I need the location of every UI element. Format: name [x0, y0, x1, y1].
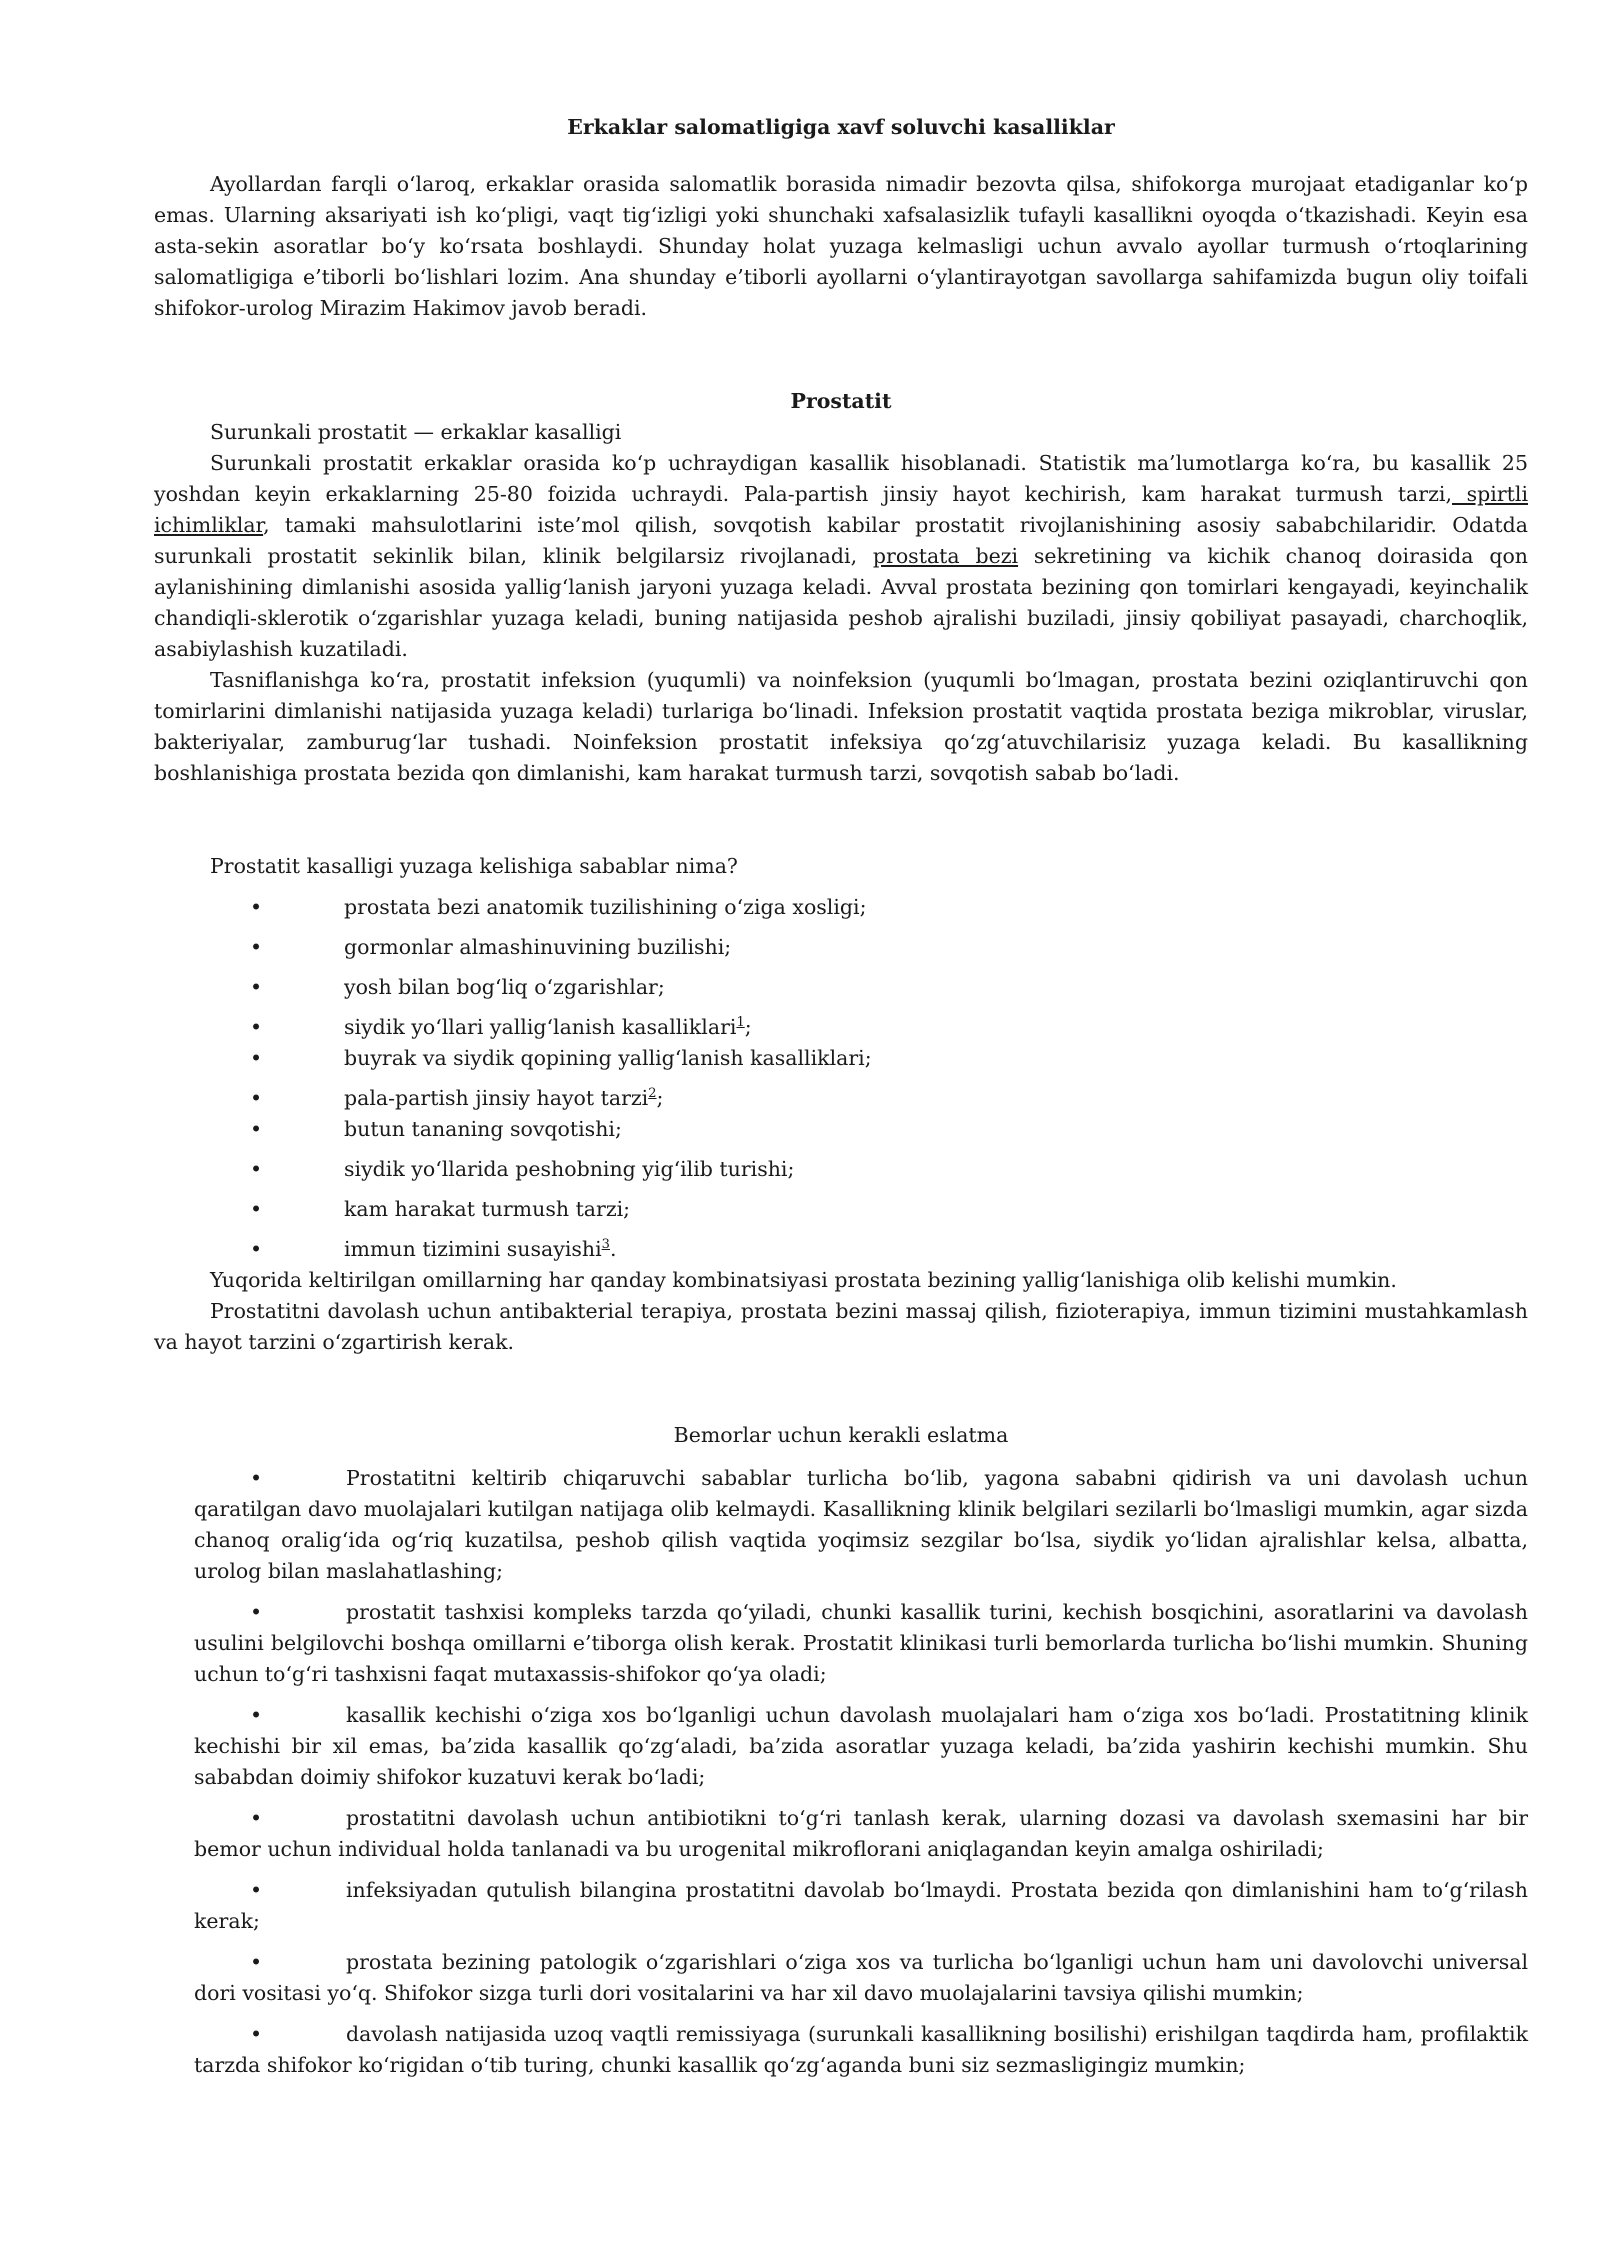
paragraph-text: , tamaki mahsulotlarini iste’mol qilish, sovqotish kabilar prostatit rivojlanishining asosiy sababchilaridir. Odatda surunkali prostatit sekinlik bilan, klinik belgilarsiz rivojlanadi,: [154, 513, 1528, 568]
list-item: [154, 1234, 1528, 1265]
causes-list: [154, 892, 1528, 1265]
list-item: [154, 1194, 1528, 1225]
list-item-tail: ;: [744, 1015, 752, 1039]
list-item-text: immun tizimini susayishi: [344, 1237, 602, 1261]
paragraph-text: sekretining va kichik chanoq doirasida qon aylanishining dimlanishi asosida yallig‘lanish jaryoni yuzaga keladi. Avval prostata bezining qon tomirlari kengayadi, keyinchalik chandiqli-sklerotik o‘zgarishlar yuzaga keladi, buning natijasida peshob ajralishi buziladi, jinsiy qobiliyat pasayadi, charchoqlik, asabiylashish kuzatiladi.: [154, 544, 1528, 661]
list-item: [154, 892, 1528, 923]
bullet-icon: •: [250, 1950, 263, 1974]
reminder-item: [154, 1700, 1528, 1793]
reminder-item: [154, 1597, 1528, 1690]
bullet-icon: •: [250, 1466, 263, 1490]
bullet-icon: •: [250, 1046, 263, 1070]
reminder-item-text: prostatitni davolash uchun antibiotikni to‘g‘ri tanlash kerak, ularning dozasi va davolash sxemasini har bir bemor uchun individual holda tanlanadi va bu urogenital mikroflorani aniqlagandan keyin amalga oshiriladi;: [194, 1806, 1528, 1861]
list-item: [154, 1083, 1528, 1114]
bullet-icon: •: [250, 1806, 263, 1830]
bullet-icon: •: [250, 1117, 263, 1141]
reminder-item-text: prostata bezining patologik o‘zgarishlari o‘ziga xos va turlicha bo‘lganligi uchun ham uni davolovchi universal dori vositasi yo‘q. Shifokor sizga turli dori vositalarini va har xil davo muolajalarini tavsiya qilishi mumkin;: [194, 1950, 1528, 2005]
bullet-icon: •: [250, 1197, 263, 1221]
treatment-paragraph: Prostatitni davolash uchun antibakterial terapiya, prostata bezini massaj qilish, fizioterapiya, immun tizimini mustahkamlash va hayot tarzini o‘zgartirish kerak.: [154, 1299, 1528, 1354]
bullet-icon: •: [250, 1878, 263, 1902]
bullet-icon: •: [250, 975, 263, 999]
spacer: [154, 324, 1528, 386]
document-title: Erkaklar salomatligiga xavf soluvchi kasalliklar: [567, 115, 1115, 139]
list-item-text: siydik yo‘llarida peshobning yig‘ilib turishi;: [344, 1157, 795, 1181]
list-item-text: kam harakat turmush tarzi;: [344, 1197, 631, 1221]
bullet-icon: •: [250, 1600, 263, 1624]
list-item-text: buyrak va siydik qopining yallig‘lanish kasalliklari;: [344, 1046, 872, 1070]
list-item: [154, 1114, 1528, 1145]
reminder-item-text: kasallik kechishi o‘ziga xos bo‘lganligi uchun davolash muolajalari ham o‘ziga xos bo‘ladi. Prostatitning klinik kechishi bir xil emas, ba’zida kasallik qo‘zg‘aladi, ba’zida asoratlar yuzaga keladi, ba’zida yashirin kechishi mumkin. Shu sababdan doimiy shifokor kuzatuvi kerak bo‘ladi;: [194, 1703, 1528, 1789]
prostatit-paragraph-1: [154, 448, 1528, 665]
reminder-item-text: infeksiyadan qutulish bilangina prostatitni davolab bo‘lmaydi. Prostata bezida qon dimlanishini ham to‘g‘rilash kerak;: [194, 1878, 1528, 1933]
causes-summary: Yuqorida keltirilgan omillarning har qanday kombinatsiyasi prostata bezining yallig‘lanishiga olib kelishi mumkin.: [210, 1268, 1397, 1292]
footnote-ref-1[interactable]: 1: [736, 1015, 745, 1031]
bullet-icon: •: [250, 895, 263, 919]
bullet-icon: •: [250, 1157, 263, 1181]
reminder-item: [154, 1947, 1528, 2009]
reminder-item: [154, 2019, 1528, 2081]
list-item-text: siydik yo‘llari yallig‘lanish kasalliklari: [344, 1015, 737, 1039]
reminder-list: [154, 1463, 1528, 2081]
section-heading-prostatit: Prostatit: [790, 389, 892, 413]
list-item: [154, 972, 1528, 1003]
bullet-icon: •: [250, 2022, 263, 2046]
list-item-text: butun tananing sovqotishi;: [344, 1117, 622, 1141]
spacer: [154, 789, 1528, 851]
list-item-tail: ;: [656, 1086, 664, 1110]
list-item: [154, 1154, 1528, 1185]
link-spirtli-ichimliklar[interactable]: spirtli ichimliklar: [154, 482, 1529, 537]
list-item: [154, 1043, 1528, 1074]
reminder-item-text: prostatit tashxisi kompleks tarzda qo‘yiladi, chunki kasallik turini, kechish bosqichini, asoratlarini va davolash usulini belgilovchi boshqa omillarni e’tiborga olish kerak. Prostatit klinikasi turli bemorlarda turlicha bo‘lishi mumkin. Shuning uchun to‘g‘ri tashxisni faqat mutaxassis-shifokor qo‘ya oladi;: [194, 1600, 1528, 1686]
bullet-icon: •: [250, 1237, 263, 1261]
list-item-text: gormonlar almashinuvining buzilishi;: [344, 935, 732, 959]
list-item-text: pala-partish jinsiy hayot tarzi: [344, 1086, 649, 1110]
spacer: [154, 1358, 1528, 1420]
list-item: [154, 932, 1528, 963]
prostatit-paragraph-2: Tasniflanishga ko‘ra, prostatit infeksion (yuqumli) va noinfeksion (yuqumli bo‘lmagan, prostata bezini oziqlantiruvchi qon tomirlarini dimlanishi natijasida yuzaga keladi) turlariga bo‘linadi. Infeksion prostatit vaqtida prostata beziga mikroblar, viruslar, bakteriyalar, zamburug‘lar tushadi. Noinfeksion prostatit infeksiya qo‘zg‘atuvchilarisiz yuzaga keladi. Bu kasallikning boshlanishiga prostata bezida qon dimlanishi, kam harakat turmush tarzi, sovqotish sabab bo‘ladi.: [154, 668, 1528, 785]
causes-question: Prostatit kasalligi yuzaga kelishiga sabablar nima?: [210, 854, 738, 878]
section-subheading: Surunkali prostatit — erkaklar kasalligi: [210, 420, 622, 444]
reminder-item-text: davolash natijasida uzoq vaqtli remissiyaga (surunkali kasallikning bosilishi) erishilgan taqdirda ham, profilaktik tarzda shifokor ko‘rigidan o‘tib turing, chunki kasallik qo‘zg‘aganda buni siz sezmasligingiz mumkin;: [194, 2022, 1528, 2077]
link-prostata-bezi[interactable]: prostata bezi: [872, 544, 1019, 568]
bullet-icon: •: [250, 1015, 263, 1039]
document-page: [154, 112, 1528, 2091]
paragraph-text: Surunkali prostatit erkaklar orasida ko‘p uchraydigan kasallik hisoblanadi. Statistik ma’lumotlarga ko‘ra, bu kasallik 25 yoshdan keyin erkaklarning 25-80 foizida uchraydi. Pala-partish jinsiy hayot kechirish, kam harakat turmush tarzi,: [154, 451, 1528, 506]
bullet-icon: •: [250, 935, 263, 959]
list-item-text: yosh bilan bog‘liq o‘zgarishlar;: [344, 975, 665, 999]
footnote-ref-3[interactable]: 3: [601, 1237, 610, 1253]
reminder-item-text: Prostatitni keltirib chiqaruvchi sabablar turlicha bo‘lib, yagona sababni qidirish va uni davolash uchun qaratilgan davo muolajalari kutilgan natijaga olib kelmaydi. Kasallikning klinik belgilari sezilarli bo‘lmasligi mumkin, agar sizda chanoq oralig‘ida og‘riq kuzatilsa, peshob qilish vaqtida yoqimsiz sezgilar bo‘lsa, siydik yo‘lidan ajralishlar kelsa, albatta, urolog bilan maslahatlashing;: [194, 1466, 1528, 1583]
intro-paragraph: Ayollardan farqli o‘laroq, erkaklar orasida salomatlik borasida nimadir bezovta qilsa, shifokorga murojaat etadiganlar ko‘p emas. Ularning aksariyati ish ko‘pligi, vaqt tig‘izligi yoki shunchaki xafsalasizlik tufayli kasallikni oyoqda o‘tkazishadi. Keyin esa asta-sekin asoratlar bo‘y ko‘rsata boshlaydi. Shunday holat yuzaga kelmasligi uchun avvalo ayollar turmush o‘rtoqlarining salomatligiga e’tiborli bo‘lishlari lozim. Ana shunday e’tiborli ayollarni o‘ylantirayotgan savollarga sahifamizda bugun oliy toifali shifokor-urolog Mirazim Hakimov javob beradi.: [154, 172, 1528, 320]
reminder-heading: Bemorlar uchun kerakli eslatma: [673, 1423, 1009, 1447]
bullet-icon: •: [250, 1703, 263, 1727]
reminder-item: [154, 1463, 1528, 1587]
reminder-item: [154, 1803, 1528, 1865]
reminder-item: [154, 1875, 1528, 1937]
list-item: [154, 1012, 1528, 1043]
list-item-tail: .: [609, 1237, 617, 1261]
bullet-icon: •: [250, 1086, 263, 1110]
footnote-ref-2[interactable]: 2: [648, 1086, 657, 1102]
list-item-text: prostata bezi anatomik tuzilishining o‘ziga xosligi;: [344, 895, 867, 919]
